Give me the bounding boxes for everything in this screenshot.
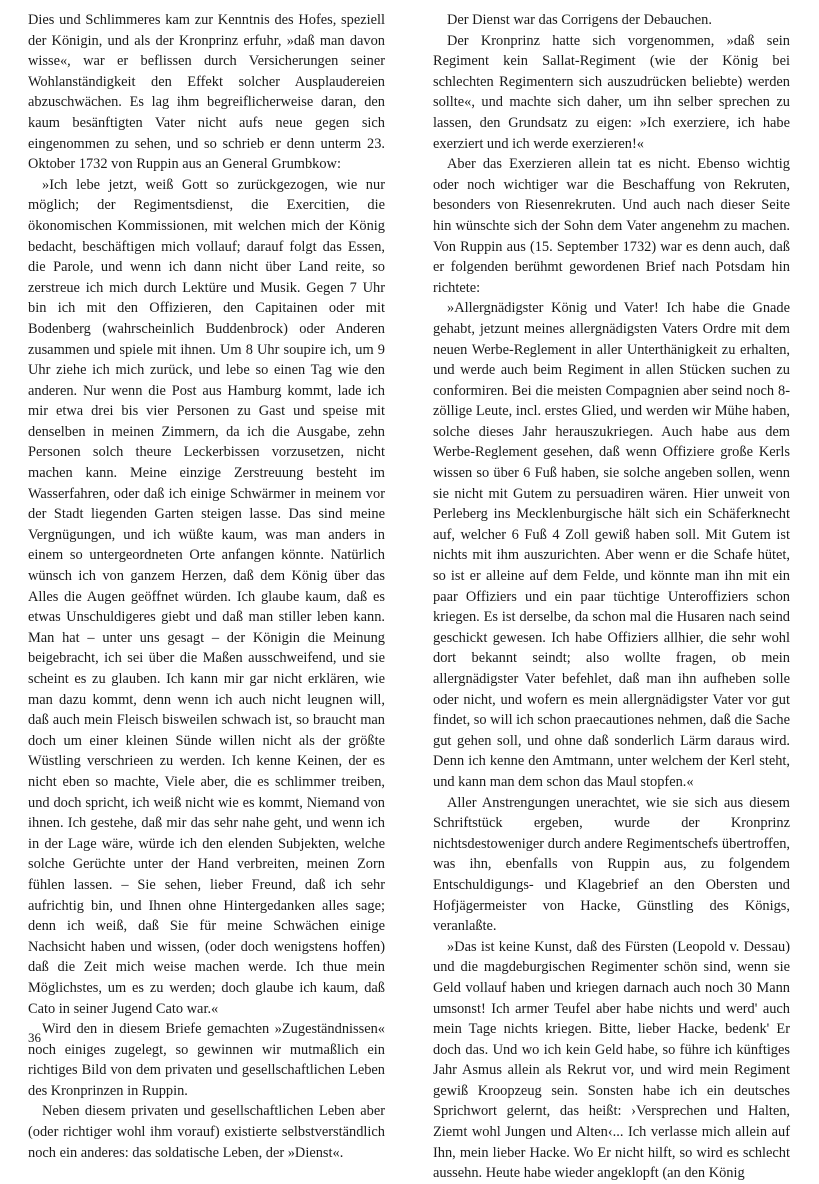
paragraph: »Das ist keine Kunst, daß des Fürsten (Leopold v. Dessau) und die magdeburgischen Regimenter schön sind, wenn sie Geld vollauf haben und kriegen darnach auch noch 30 Mann umsonst! Ich armer Teufel aber habe nichts und werd' auch mein Tage nichts kriegen. Bitte, lieber Hacke, bedenk' Er doch das. Und wo ich kein Geld habe, so führe ich künftiges Jahr Asmus allein als Rekrut vor, und wird mein Regiment gewiß Kroopzeug sein. Sonsten habe ich ein deutsches Sprichwort gelernt, das heißt: ›Versprechen und Halten, Ziemt wohl Jungen und Alten‹... Ich verlasse mich allein auf Ihn, mein lieber Hacke. Wo Er nicht hilft, so wird es schlecht aussehn. Heute habe wieder angeklopft (an den König	[433, 938, 790, 1182]
right-column	[433, 10, 790, 1182]
paragraph: Aller Anstrengungen unerachtet, wie sie sich aus diesem Schriftstück ergeben, wurde der Kronprinz nichtsdestoweniger durch andere Regimentschefs übertroffen, was ihn, ebenfalls von Ruppin aus, zu folgendem Entschuldigungs- und Klagebrief an den Obersten und Hofjägermeister von Hacke, Günstling des Königs, veranlaßte.	[433, 794, 790, 935]
paragraph: Neben diesem privaten und gesellschaftlichen Leben aber (oder richtiger wohl ihm vorauf) existierte selbstverständlich noch ein anderes: das soldatische Leben, der »Dienst«.	[28, 1103, 385, 1161]
paragraph: Der Kronprinz hatte sich vorgenommen, »daß sein Regiment kein Sallat-Regiment (wie der König bei schlechten Regimentern sich auszudrücken beliebte) werden sollte«, und machte sich daher, um ihn selber sprechen zu lassen, den Grundsatz zu eigen: »Ich exerziere, ich habe exerziert und ich werde exerzieren!«	[433, 32, 790, 152]
left-column	[28, 10, 385, 1161]
paragraph: Dies und Schlimmeres kam zur Kenntnis des Hofes, speziell der Königin, und als der Kronprinz erfuhr, »daß man davon wisse«, war er beflissen durch Versicherungen seiner Wohlanständigkeit den Effekt solcher Ausplaudereien abzuschwächen. Es lag ihm begreiflicherweise daran, den kaum besänftigten Vater nicht aufs neue gegen sich eingenommen zu sehen, und so schrieb er denn unterm 23. Oktober 1732 von Ruppin aus an General Grumbkow:	[28, 12, 385, 173]
paragraph: Der Dienst war das Corrigens der Debauchen.	[447, 12, 712, 28]
page-number: 36	[28, 1030, 41, 1045]
paragraph: »Ich lebe jetzt, weiß Gott so zurückgezogen, wie nur möglich; der Regimentsdienst, die Exercitien, die ökonomischen Kommissionen, mit welchen mich der König bedacht, beschäftigen mich vollauf; darauf folgt das Essen, die Parole, und wenn ich dann nicht über Land reite, so zerstreue ich mich durch Lektüre und Musik. Gegen 7 Uhr bin ich mit den Offizieren, den Capitainen oder mit Bodenberg (wahrscheinlich Buddenbrock) oder Anderen zusammen und spiele mit ihnen. Um 8 Uhr soupire ich, um 9 Uhr ziehe ich mich zurück, und lebe so einen Tag wie den anderen. Nur wenn die Post aus Hamburg kommt, lade ich mir etwa drei bis vier Personen zu Gast und speise mit denselben in meinen Zimmern, da ich die Ausgabe, zehn Personen solch theure Leckerbissen vorzusetzen, nicht machen kann. Meine einzige Zerstreuung besteht im Wasserfahren, oder daß ich einige Schwärmer in meinem vor der Stadt liegenden Garten steigen lasse. Das sind meine Vergnügungen, und ich wüßte kaum, was man anders in einem so untergeordneten Orte anfangen könnte. Natürlich wünsch ich von ganzem Herzen, daß dem König über das Alles die Augen geöffnet würden. Ich glaube kaum, daß es etwas Unschuldigeres giebt und daß man stiller leben kann. Man hat – unter uns gesagt – der Königin die Meinung beigebracht, ich sei über die Maßen ausschweifend, und sie scheint es zu glauben. Ich kann mir gar nicht erklären, wie man dazu kommt, denn wenn ich auch nicht leugnen will, daß auch mein Fleisch bisweilen schwach ist, so braucht man doch um einer kleinen Sünde willen nicht als der größte Wüstling verschrieen zu werden. Ich kenne Keinen, der es nicht eben so machte, Viele aber, die es schlimmer treiben, und doch spricht, ich weiß nicht wie es kommt, Niemand von ihnen. Ich gestehe, daß mir das sehr nahe geht, und wenn ich in der Lage wäre, würde ich den elenden Subjekten, welche solche Gerüchte unter der Hand verbreiten, meinen Zorn fühlen lassen. – Sie sehen, lieber Freund, daß ich sehr aufrichtig bin, und Ihnen ohne Hintergedanken alles sage; denn ich weiß, daß Sie für meine Schwächen einige Nachsicht haben und wissen, (oder doch wenigstens hoffen) daß die Zeit mich weise machen werde. Ich thue mein Möglichstes, um es zu werden; doch glaube ich kaum, daß Cato in seiner Jugend Cato war.«	[28, 176, 385, 1017]
paragraph: Wird den in diesem Briefe gemachten »Zugeständnissen« noch einiges zugelegt, so gewinnen wir mutmaßlich ein richtiges Bild von dem privaten und gesellschaftlichen Leben des Kronprinzen in Ruppin.	[28, 1021, 385, 1099]
paragraph: »Allergnädigster König und Vater! Ich habe die Gnade gehabt, jetzunt meines allergnädigsten Vaters Ordre mit dem neuen Werbe-Reglement in aller Unterthänigkeit zu erhalten, und werde auch beim Regiment in allen Stücken suchen zu conformiren. Bei die meisten Compagnien aber seind noch 8-zöllige Leute, incl. erstes Glied, und werden wir Mühe haben, solche dieses Jahr herauszukriegen. Auch habe aus dem Werbe-Reglement gesehen, daß wenn Offiziere große Kerls wissen so über 6 Fuß haben, sie solche angeben sollen, wenn sie nicht mit Gutem zu persuadiren wären. Hier unweit von Perleberg ins Mecklenburgische hält sich ein Schäferknecht auf, welcher 6 Fuß 4 Zoll gewiß haben soll. Mit Gutem ist nichts mit ihm auszurichten. Aber wenn er die Schafe hütet, so ist er alleine auf dem Felde, und könnte man ihn mit ein paar Offiziers und ein paar tüchtige Unteroffiziers schon kriegen. Es ist derselbe, da schon mal die Husaren nach seind geschickt gewesen. Ich habe Offiziers allhier, die sehr wohl dort bekannt seindt; also wollte fragen, ob mein allergnädigster Vater befehlet, daß man ihn aufheben solle oder nicht, und wofern es mein allergnädigster Vater vor gut findet, so will ich schon praecautiones nehmen, daß die Sache gut gehen soll, und ohne daß sonderlich Lärm daraus wird. Denn ich kenne den Amtmann, unter welchem der Kerl steht, und kann man dem schon das Maul stopfen.«	[433, 300, 790, 790]
book-page	[28, 10, 790, 1182]
paragraph: Aber das Exerzieren allein tat es nicht. Ebenso wichtig oder noch wichtiger war die Beschaffung von Rekruten, besonders von Riesenrekruten. Und auch nach dieser Seite hin wünschte sich der Sohn dem Vater angenehm zu machen. Von Ruppin aus (15. September 1732) war es denn auch, daß er folgenden berühmt gewordenen Brief nach Potsdam hin richtete:	[433, 156, 790, 296]
